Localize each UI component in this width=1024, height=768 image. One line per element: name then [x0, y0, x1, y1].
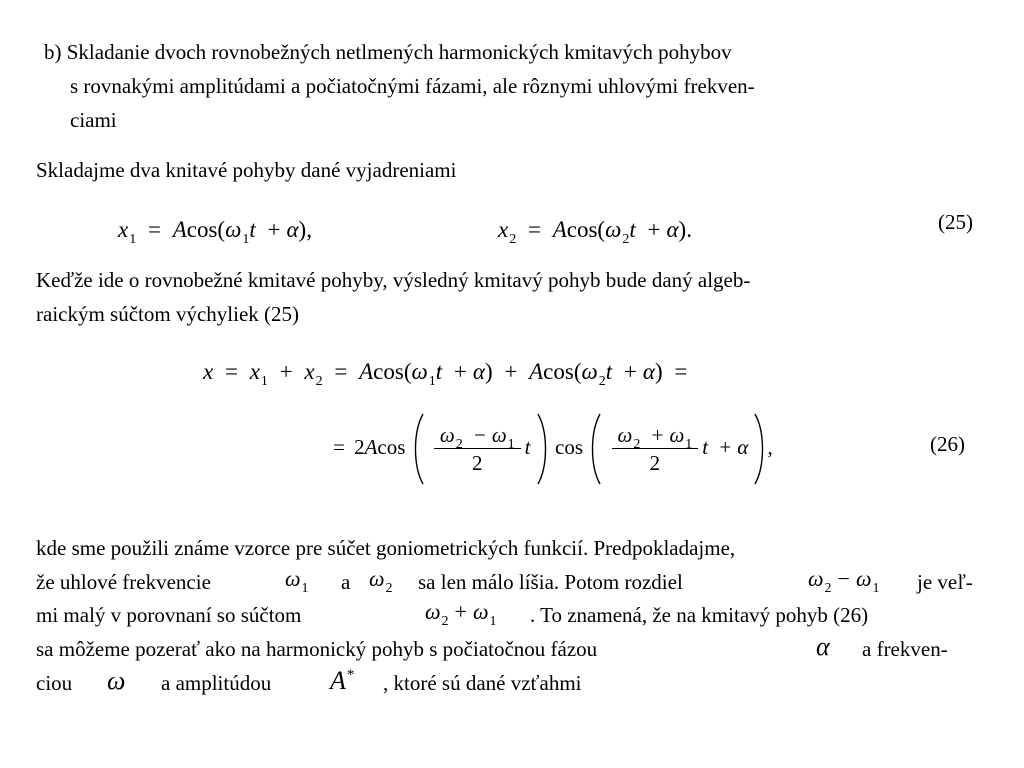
equation-26-line2: = 2Acos $\frac{\omega_2 - \omega_1}{2}$ t cos $\frac{\omega_2 + \omega_1}{2}$ t + α , [333, 412, 773, 486]
left-paren-1 [411, 412, 425, 486]
paragraph-3-line2-d: je veľ- [917, 570, 973, 594]
section-heading-line1: b) Skladanie dvoch rovnobežných netlmených harmonických kmitavých pohybov [44, 40, 732, 64]
paragraph-2-line1: Keďže ide o rovnobežné kmitavé pohyby, výsledný kmitavý pohyb bude daný algeb- [36, 268, 751, 292]
fraction-difference: $\frac{\omega_2 - \omega_1}{2}$ [434, 425, 521, 474]
paragraph-3-line5-a: ciou [36, 671, 73, 695]
paragraph-3-line2-b: a [341, 570, 351, 594]
inline-amplitude: A* [330, 666, 355, 695]
right-paren-2 [753, 412, 767, 486]
equation-26-line1: $x = x_1 + x_2 = Acos(\omega_1t + \alpha) + Acos(\omega_2t + \alpha)$ = [203, 359, 688, 389]
left-paren-2 [588, 412, 602, 486]
paragraph-3-line4-b: a frekven- [862, 637, 948, 661]
fraction-sum: $\frac{\omega_2 + \omega_1}{2}$ [612, 425, 699, 474]
paragraph-3-line1: kde sme použili známe vzorce pre súčet goniometrických funkcií. Predpokladajme, [36, 536, 736, 560]
equation-25-right: $x_2 = Acos(\omega_2t + \alpha)$. [498, 217, 692, 247]
section-heading-line3: ciami [70, 108, 117, 132]
paragraph-3-line3-b: . To znamená, že na kmitavý pohyb (26) [530, 603, 869, 627]
paragraph-3-line4-a: sa môžeme pozerať ako na harmonický pohyb s počiatočnou fázou [36, 637, 598, 661]
equation-number-26: (26) [930, 432, 965, 456]
paragraph-2-line2: raickým súčtom výchyliek (25) [36, 302, 300, 326]
inline-omega: ω [107, 666, 126, 695]
intro-text: Skladajme dva knitavé pohyby dané vyjadreniami [36, 158, 457, 182]
right-paren-1 [536, 412, 550, 486]
paragraph-3-line2-c: sa len málo líšia. Potom rozdiel [418, 570, 683, 594]
inline-omega1: $\omega_1$ [285, 566, 309, 596]
paragraph-3-line3-a: mi malý v porovnaní so súčtom [36, 603, 302, 627]
paragraph-3-line2-a: že uhlové frekvencie [36, 570, 211, 594]
equation-25-left: $x_1 = Acos(\omega_1t + \alpha)$, [118, 217, 312, 247]
paragraph-3-line5-c: , ktoré sú dané vzťahmi [383, 671, 582, 695]
paragraph-3-line5-b: a amplitúdou [161, 671, 272, 695]
inline-omega-difference: $\omega_2 - \omega_1$ [808, 566, 880, 596]
inline-alpha: α [816, 632, 830, 661]
inline-omega2: $\omega_2$ [369, 566, 393, 596]
section-heading-line2: s rovnakými amplitúdami a počiatočnými fázami, ale rôznymi uhlovými frekven- [70, 74, 755, 98]
inline-omega-sum: $\omega_2 + \omega_1$ [425, 599, 497, 629]
equation-number-25: (25) [938, 210, 973, 234]
